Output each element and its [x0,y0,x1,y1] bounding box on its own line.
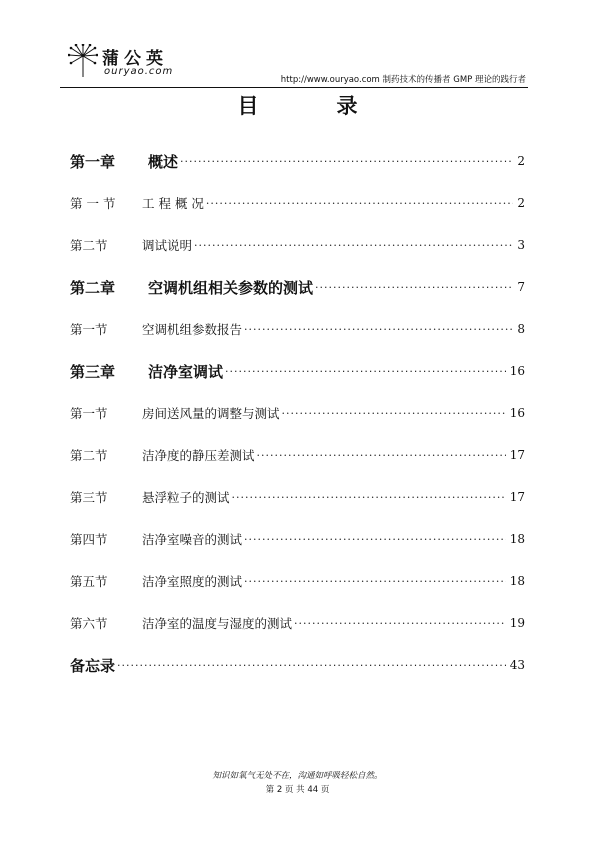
toc-title: 洁净度的静压差测试 [142,448,255,463]
toc-title: 概述 [148,152,179,171]
toc-chapter-row[interactable] [70,360,525,382]
toc-title: 空调机组参数报告 [142,322,243,337]
toc-chapter-row[interactable] [70,654,525,676]
toc-label: 第六节 [70,616,108,631]
logo-chinese-name: 蒲公英 [102,49,168,69]
page-header [60,42,528,88]
toc-section-row[interactable] [70,570,525,592]
page-title: 目录 [237,94,436,118]
toc-title: 洁净室的温度与湿度的测试 [142,616,293,631]
toc-label: 第一节 [70,322,108,337]
toc-page-number: 18 [509,574,525,588]
toc-leader-dots [194,239,513,252]
footer-page-number: 第 2 页 共 44 页 [265,785,330,795]
toc-label: 备忘录 [70,656,116,675]
toc-page-number: 16 [509,364,525,378]
toc-title: 工 程 概 况 [142,196,204,211]
header-rule [60,87,528,88]
logo-domain: ouryao.com [104,66,174,77]
toc-leader-dots [282,407,506,420]
toc-section-row[interactable] [70,192,525,214]
toc-section-row[interactable] [70,528,525,550]
toc-label: 第二章 [70,278,116,297]
toc-chapter-row[interactable] [70,150,525,172]
toc-section-row[interactable] [70,318,525,340]
toc-page-number: 8 [517,322,525,336]
toc-title: 洁净室照度的测试 [142,574,243,589]
toc-title: 调试说明 [142,238,193,253]
toc-page-number: 2 [517,154,525,168]
toc-label: 第三节 [70,490,108,505]
toc-leader-dots [244,323,513,336]
toc-label: 第 一 节 [70,196,116,211]
toc-chapter-row[interactable] [70,276,525,298]
toc-leader-dots [206,197,513,210]
toc-label: 第三章 [70,362,116,381]
toc-section-row[interactable] [70,612,525,634]
toc-title: 房间送风量的调整与测试 [142,406,280,421]
toc-page-number: 18 [509,532,525,546]
toc-label: 第二节 [70,448,108,463]
header-tagline: http://www.ouryao.com 制药技术的传播者 GMP 理论的践行者 [280,75,526,85]
toc-leader-dots [180,155,513,168]
toc-title: 洁净室调试 [148,362,224,381]
toc-label: 第一节 [70,406,108,421]
toc-leader-dots [117,659,506,672]
toc-title: 悬浮粒子的测试 [142,490,230,505]
toc-page-number: 7 [517,280,525,294]
toc-section-row[interactable] [70,234,525,256]
toc-page-number: 17 [509,490,525,504]
toc-leader-dots [244,533,506,546]
toc-page-number: 19 [509,616,525,630]
toc-label: 第二节 [70,238,108,253]
footer-quote: 知识如氧气无处不在，沟通如呼吸轻松自然。 [212,771,383,781]
toc-page-number: 17 [509,448,525,462]
toc-page-number: 3 [517,238,525,252]
toc-title: 洁净室噪音的测试 [142,532,243,547]
toc-section-row[interactable] [70,402,525,424]
toc-leader-dots [232,491,506,504]
logo [68,42,178,82]
toc-label: 第五节 [70,574,108,589]
toc-section-row[interactable] [70,486,525,508]
toc-page-number: 2 [517,196,525,210]
toc-title: 空调机组相关参数的测试 [148,278,314,297]
toc-leader-dots [294,617,506,630]
toc-leader-dots [257,449,506,462]
toc-section-row[interactable] [70,444,525,466]
toc-page-number: 43 [509,658,525,672]
toc-page-number: 16 [509,406,525,420]
toc-leader-dots [315,281,513,294]
toc-leader-dots [225,365,506,378]
toc-label: 第四节 [70,532,108,547]
toc-label: 第一章 [70,152,116,171]
dandelion-logo-icon [68,44,98,78]
toc-leader-dots [244,575,506,588]
